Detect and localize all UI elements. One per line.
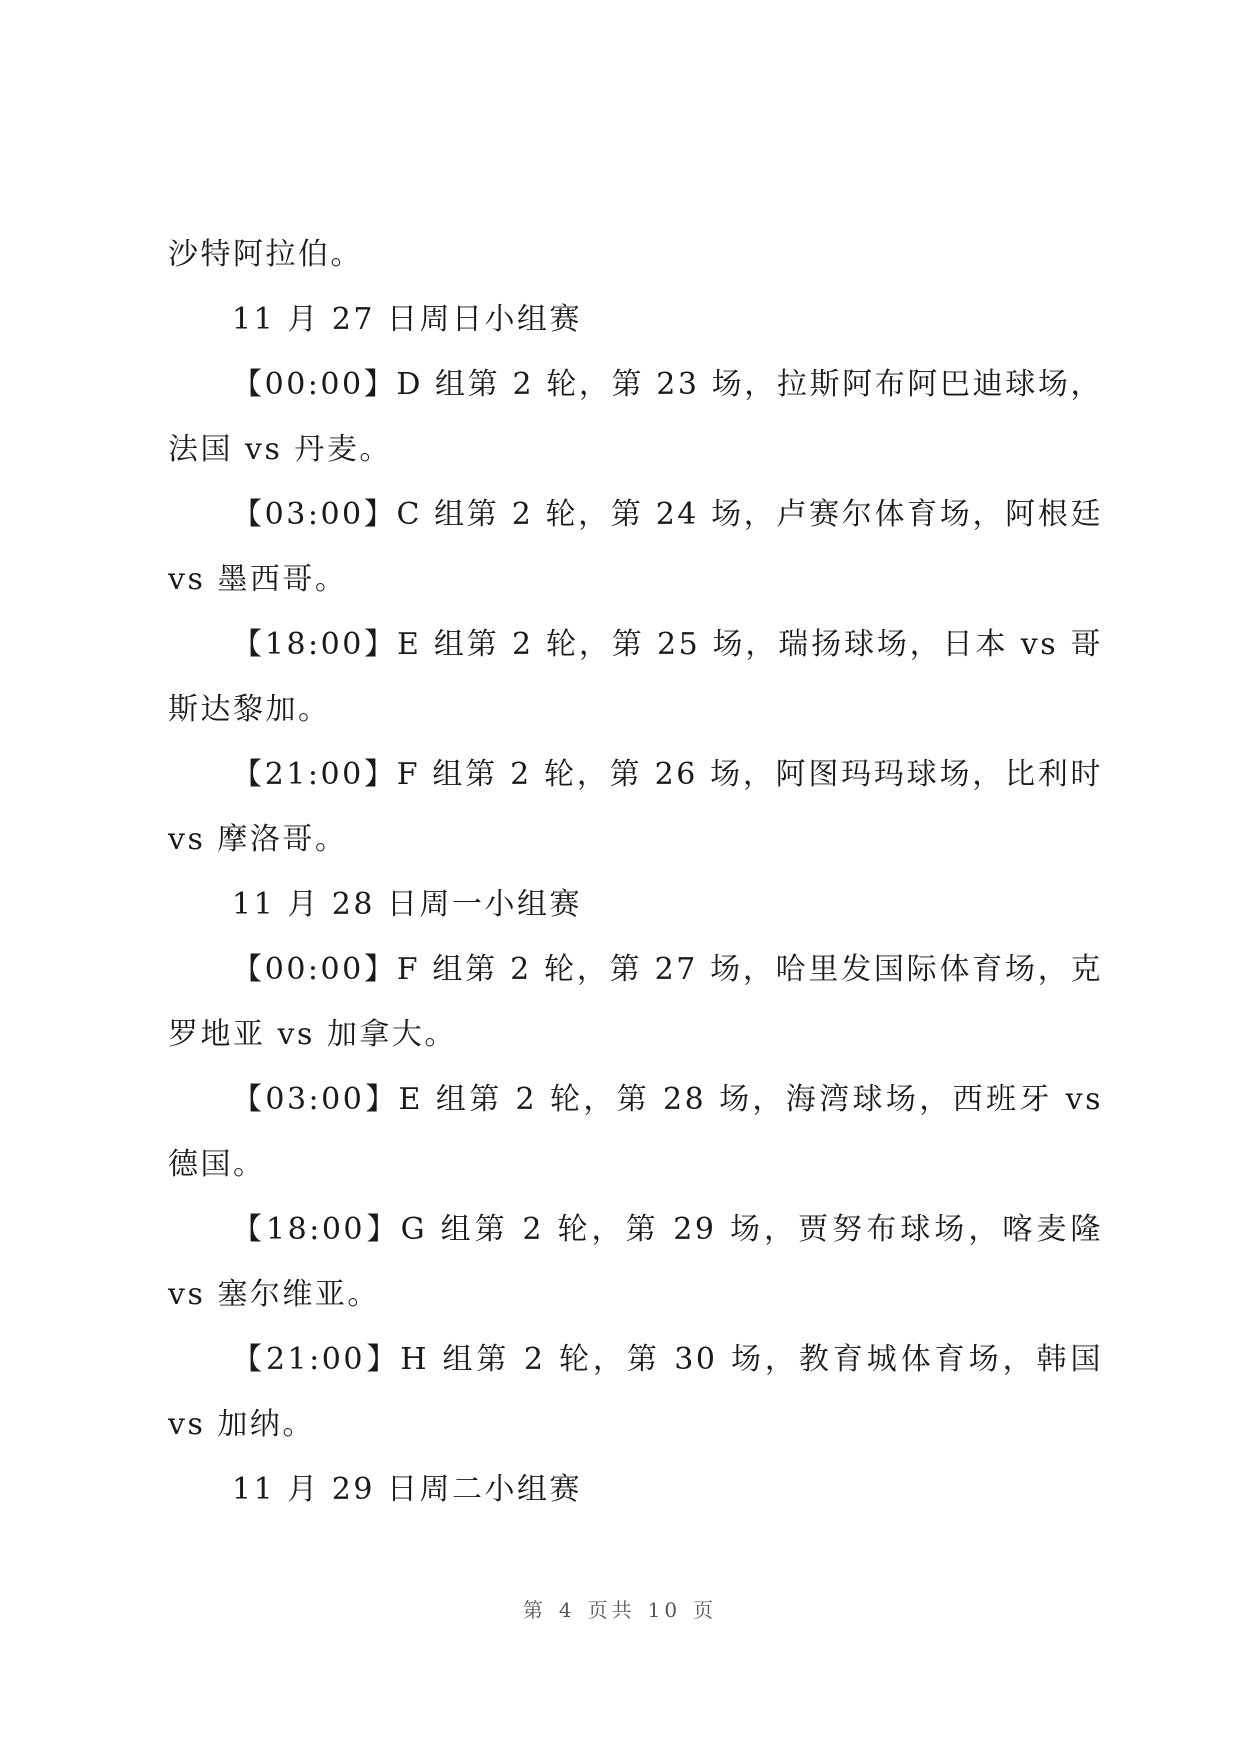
footer-prefix: 第 (522, 1598, 547, 1622)
match-entry-24: 【03:00】C 组第 2 轮，第 24 场，卢赛尔体育场，阿根廷 vs 墨西哥。 (168, 497, 1103, 597)
footer-suffix: 页 (693, 1598, 718, 1622)
match-entry-26: 【21:00】F 组第 2 轮，第 26 场，阿图玛玛球场，比利时 vs 摩洛哥。 (168, 757, 1103, 857)
footer-total-pages: 10 (647, 1598, 682, 1622)
match-entry-23: 【00:00】D 组第 2 轮，第 23 场，拉斯阿布阿巴迪球场，法国 vs 丹麦。 (168, 367, 1103, 467)
date-heading-nov-28: 11 月 28 日周一小组赛 (232, 887, 582, 922)
match-entry-25: 【18:00】E 组第 2 轮，第 25 场，瑞扬球场，日本 vs 哥斯达黎加。 (168, 627, 1103, 727)
match-entry-29: 【18:00】G 组第 2 轮，第 29 场，贾努布球场，喀麦隆 vs 塞尔维亚。 (168, 1212, 1103, 1312)
footer-middle: 页共 (587, 1598, 636, 1622)
document-body (168, 222, 1103, 1522)
match-entry-27: 【00:00】F 组第 2 轮，第 27 场，哈里发国际体育场，克罗地亚 vs 加拿大。 (168, 952, 1103, 1052)
paragraph-continuation: 沙特阿拉伯。 (168, 237, 363, 272)
date-heading-nov-27: 11 月 27 日周日小组赛 (232, 302, 582, 337)
footer-current-page: 4 (558, 1598, 576, 1622)
match-entry-30: 【21:00】H 组第 2 轮，第 30 场，教育城体育场，韩国 vs 加纳。 (168, 1342, 1103, 1442)
date-heading-nov-29: 11 月 29 日周二小组赛 (232, 1472, 582, 1507)
page-footer (0, 1594, 1240, 1623)
match-entry-28: 【03:00】E 组第 2 轮，第 28 场，海湾球场，西班牙 vs 德国。 (168, 1082, 1103, 1182)
